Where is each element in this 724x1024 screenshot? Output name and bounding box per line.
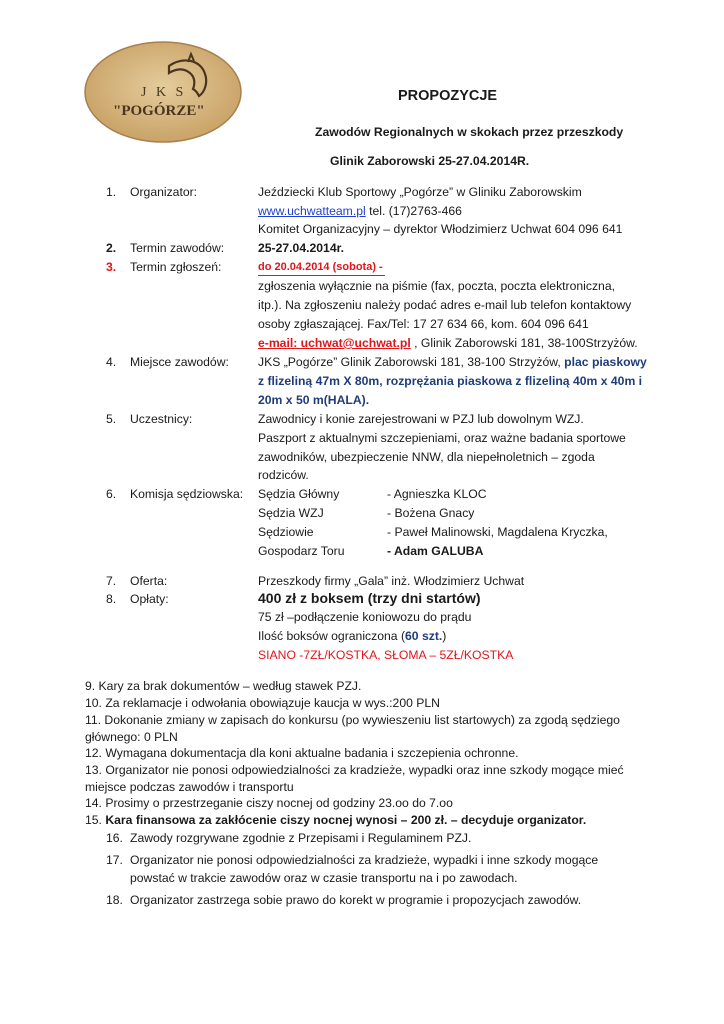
item-label: Oferta: bbox=[130, 574, 168, 588]
venue-address: JKS „Pogórze” Glinik Zaborowski 181, 38-100 Strzyżów, bbox=[258, 355, 565, 369]
entries-text-2: itp.). Na zgłoszeniu należy podać adres e-mail lub telefon kontaktowy bbox=[258, 298, 632, 312]
list-item-cont: powstać w trakcie zawodów oraz w czasie transportu na i po zawodach. bbox=[130, 871, 518, 885]
organizer-name: Jeździecki Klub Sportowy „Pogórze” w Gliniku Zaborowskim bbox=[258, 185, 582, 199]
list-item-15 bbox=[85, 813, 586, 827]
item-number: 5. bbox=[106, 412, 117, 426]
item-label: Termin zawodów: bbox=[130, 241, 225, 255]
item-label: Termin zgłoszeń: bbox=[130, 260, 222, 274]
item-label: Opłaty: bbox=[130, 592, 169, 606]
jks-pogorze-logo bbox=[83, 40, 243, 144]
venue-arena: plac piaskowy bbox=[564, 355, 647, 369]
limit-close: ) bbox=[442, 629, 447, 643]
judge-name: - Adam GALUBA bbox=[387, 544, 484, 558]
list-item: głównego: 0 PLN bbox=[85, 730, 178, 744]
list-item: 11. Dokonanie zmiany w zapisach do konkursu (po wywieszeniu list startowych) za zgodą sędziego bbox=[85, 713, 620, 727]
judge-name: - Bożena Gnacy bbox=[387, 506, 475, 520]
fee-hay-straw: SIANO -7ZŁ/KOSTKA, SŁOMA – 5ZŁ/KOSTKA bbox=[258, 648, 514, 662]
item-label: Uczestnicy: bbox=[130, 412, 193, 426]
participants-1: Zawodnicy i konie zarejestrowani w PZJ lub dowolnym WZJ. bbox=[258, 412, 584, 426]
limit-text: Ilość boksów ograniczona ( bbox=[258, 629, 405, 643]
list-number: 15. bbox=[85, 813, 106, 827]
list-number: 18. bbox=[106, 893, 123, 907]
limit-count: 60 szt. bbox=[405, 629, 443, 643]
participants-3: zawodników, ubezpieczenie NNW, dla niepełnoletnich – zgoda bbox=[258, 450, 595, 464]
list-item: Organizator zastrzega sobie prawo do korekt w programie i propozycjach zawodów. bbox=[130, 893, 582, 907]
venue-line-2: z flizeliną 47m X 80m, rozprężania piaskowa z flizeliną 40m x 40m i bbox=[258, 374, 643, 388]
noise-fine: Kara finansowa za zakłócenie ciszy nocnej wynosi – 200 zł. – decyduje organizator. bbox=[105, 813, 587, 827]
entry-deadline: do 20.04.2014 (sobota) - bbox=[258, 261, 383, 273]
judge-role: Sędzia Główny bbox=[258, 487, 340, 501]
item-label: Komisja sędziowska: bbox=[130, 487, 244, 501]
item-number: 1. bbox=[106, 185, 117, 199]
list-item: Organizator nie ponosi odpowiedzialności za kradzieże, wypadki i inne szkody mogące bbox=[130, 853, 599, 867]
participants-2: Paszport z aktualnymi szczepieniami, oraz ważne badania sportowe bbox=[258, 431, 626, 445]
entries-text-3: osoby zgłaszającej. Fax/Tel: 17 27 634 66, kom. 604 096 641 bbox=[258, 317, 589, 331]
item-number: 3. bbox=[106, 260, 117, 274]
address: , Glinik Zaborowski 181, 38-100Strzyżów. bbox=[410, 336, 638, 350]
list-item: 13. Organizator nie ponosi odpowiedzialności za kradzieże, wypadki oraz inne szkody mogące mieć bbox=[85, 763, 624, 777]
participants-4: rodziców. bbox=[258, 468, 309, 482]
list-number: 17. bbox=[106, 853, 123, 867]
competition-date: 25-27.04.2014r. bbox=[258, 241, 345, 255]
item-number: 4. bbox=[106, 355, 117, 369]
logo-pogorze-text: "POGÓRZE" bbox=[113, 103, 205, 119]
fee-box: 400 zł z boksem (trzy dni startów) bbox=[258, 590, 481, 606]
list-item: 10. Za reklamacje i odwołania obowiązuje kaucja w wys.:200 PLN bbox=[85, 696, 440, 710]
list-item: Zawody rozgrywane zgodnie z Przepisami i Regulaminem PZJ. bbox=[130, 831, 472, 845]
judge-role: Gospodarz Toru bbox=[258, 544, 345, 558]
fee-power: 75 zł –podłączenie koniowozu do prądu bbox=[258, 610, 472, 624]
list-item: 14. Prosimy o przestrzeganie ciszy nocnej od godziny 23.oo do 7.oo bbox=[85, 796, 453, 810]
offer-text: Przeszkody firmy „Gala” inż. Włodzimierz Uchwat bbox=[258, 574, 525, 588]
entries-email-line bbox=[258, 336, 638, 350]
list-item: 12. Wymagana dokumentacja dla koni aktualne badania i szczepienia ochronne. bbox=[85, 746, 519, 760]
phone: tel. (17)2763-466 bbox=[369, 204, 462, 218]
place-date: Glinik Zaborowski 25-27.04.2014R. bbox=[330, 154, 530, 168]
organizer-contact bbox=[258, 204, 462, 218]
item-number: 2. bbox=[106, 241, 117, 255]
list-item: 9. Kary za brak dokumentów – według stawek PZJ. bbox=[85, 679, 362, 693]
judge-role: Sędzia WZJ bbox=[258, 506, 324, 520]
deadline-underline bbox=[258, 275, 385, 276]
judge-name: - Agnieszka KLOC bbox=[387, 487, 487, 501]
item-number: 8. bbox=[106, 592, 117, 606]
entries-text-1: zgłoszenia wyłącznie na piśmie (fax, poczta, poczta elektroniczna, bbox=[258, 279, 615, 293]
subtitle: Zawodów Regionalnych w skokach przez przeszkody bbox=[315, 125, 624, 139]
item-number: 7. bbox=[106, 574, 117, 588]
item-label: Miejsce zawodów: bbox=[130, 355, 229, 369]
judge-role: Sędziowie bbox=[258, 525, 314, 539]
committee: Komitet Organizacyjny – dyrektor Włodzimierz Uchwat 604 096 641 bbox=[258, 222, 623, 236]
item-number: 6. bbox=[106, 487, 117, 501]
judge-name: - Paweł Malinowski, Magdalena Kryczka, bbox=[387, 525, 608, 539]
fee-boxes-limit bbox=[258, 629, 446, 643]
website-link[interactable]: www.uchwatteam.pl bbox=[258, 204, 366, 218]
venue-line-3: 20m x 50 m(HALA). bbox=[258, 393, 370, 407]
venue-line-1 bbox=[258, 355, 647, 369]
email-link[interactable]: e-mail: uchwat@uchwat.pl bbox=[258, 336, 411, 350]
list-number: 16. bbox=[106, 831, 123, 845]
item-label: Organizator: bbox=[130, 185, 198, 199]
list-item: miejsce podczas zawodów i transportu bbox=[85, 780, 294, 794]
page-title: PROPOZYCJE bbox=[398, 88, 498, 104]
logo-jks-text: J K S bbox=[141, 85, 187, 100]
